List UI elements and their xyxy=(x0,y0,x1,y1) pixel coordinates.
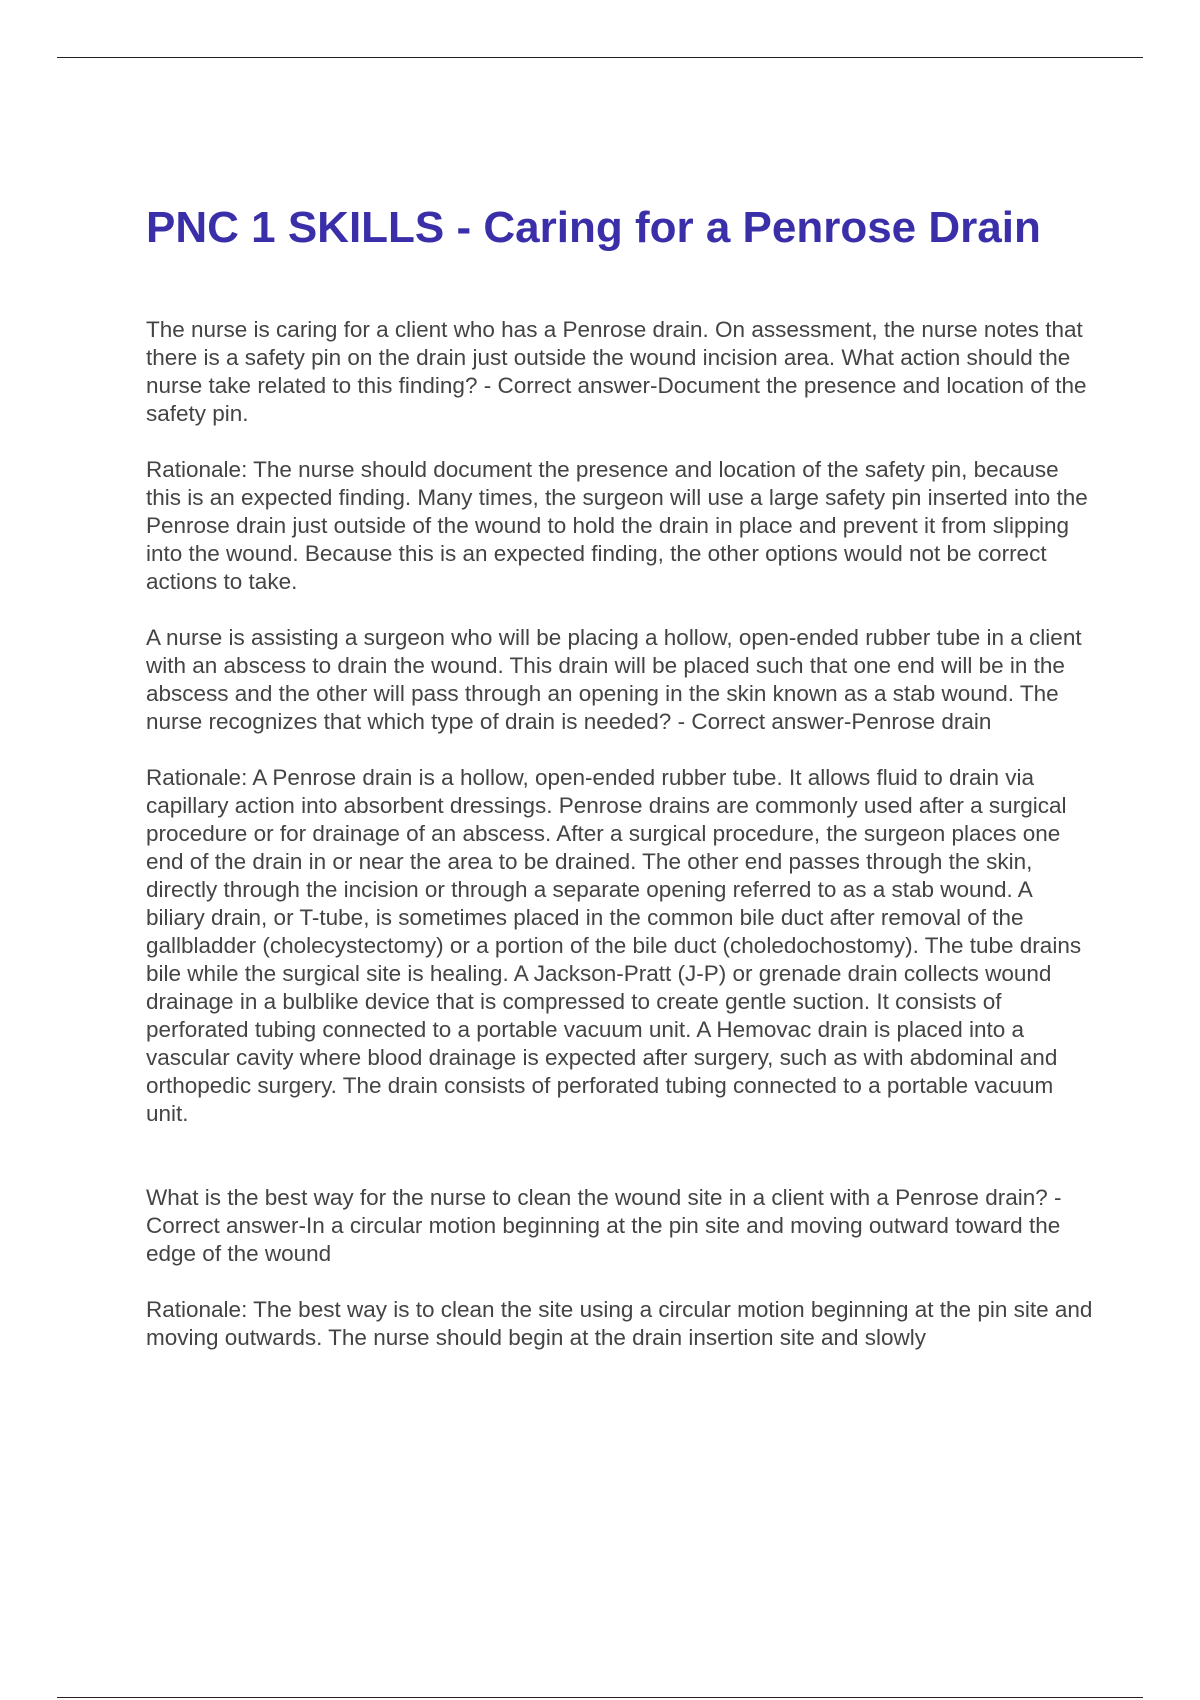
rationale-paragraph: Rationale: The nurse should document the presence and location of the safety pin, because this is an expected finding. Many times, the surgeon will use a large safety pin inserted into the Penrose drain just outside of the wound to hold the drain in place and prevent it from slipping into the wound. Because this is an expected finding, the other options would not be correct actions to take. xyxy=(146,457,1088,594)
question-paragraph: The nurse is caring for a client who has a Penrose drain. On assessment, the nurse notes that there is a safety pin on the drain just outside the wound incision area. What action should the nurse take related to this finding? - Correct answer-Document the presence and location of the safety pin. xyxy=(146,317,1087,426)
document-content xyxy=(146,200,1096,1380)
document-title: PNC 1 SKILLS - Caring for a Penrose Drain xyxy=(146,203,1041,252)
document-body xyxy=(146,316,1096,1352)
question-paragraph: A nurse is assisting a surgeon who will be placing a hollow, open-ended rubber tube in a client with an abscess to drain the wound. This drain will be placed such that one end will be in the abscess and the other will pass through an opening in the skin known as a stab wound. The nurse recognizes that which type of drain is needed? - Correct answer-Penrose drain xyxy=(146,625,1082,734)
top-rule xyxy=(57,57,1143,58)
bottom-rule xyxy=(57,1697,1143,1698)
question-paragraph: What is the best way for the nurse to clean the wound site in a client with a Penrose drain? - Correct answer-In a circular motion beginning at the pin site and moving outward toward the edge of the wound xyxy=(146,1185,1062,1266)
rationale-paragraph: Rationale: A Penrose drain is a hollow, open-ended rubber tube. It allows fluid to drain via capillary action into absorbent dressings. Penrose drains are commonly used after a surgical procedure or for drainage of an abscess. After a surgical procedure, the surgeon places one end of the drain in or near the area to be drained. The other end passes through the skin, directly through the incision or through a separate opening referred to as a stab wound. A biliary drain, or T-tube, is sometimes placed in the common bile duct after removal of the gallbladder (cholecystectomy) or a portion of the bile duct (choledochostomy). The tube drains bile while the surgical site is healing. A Jackson-Pratt (J-P) or grenade drain collects wound drainage in a bulblike device that is compressed to create gentle suction. It consists of perforated tubing connected to a portable vacuum unit. A Hemovac drain is placed into a vascular cavity where blood drainage is expected after surgery, such as with abdominal and orthopedic surgery. The drain consists of perforated tubing connected to a portable vacuum unit. xyxy=(146,765,1082,1126)
rationale-paragraph: Rationale: The best way is to clean the site using a circular motion beginning at the pin site and moving outwards. The nurse should begin at the drain insertion site and slowly xyxy=(146,1297,1093,1350)
